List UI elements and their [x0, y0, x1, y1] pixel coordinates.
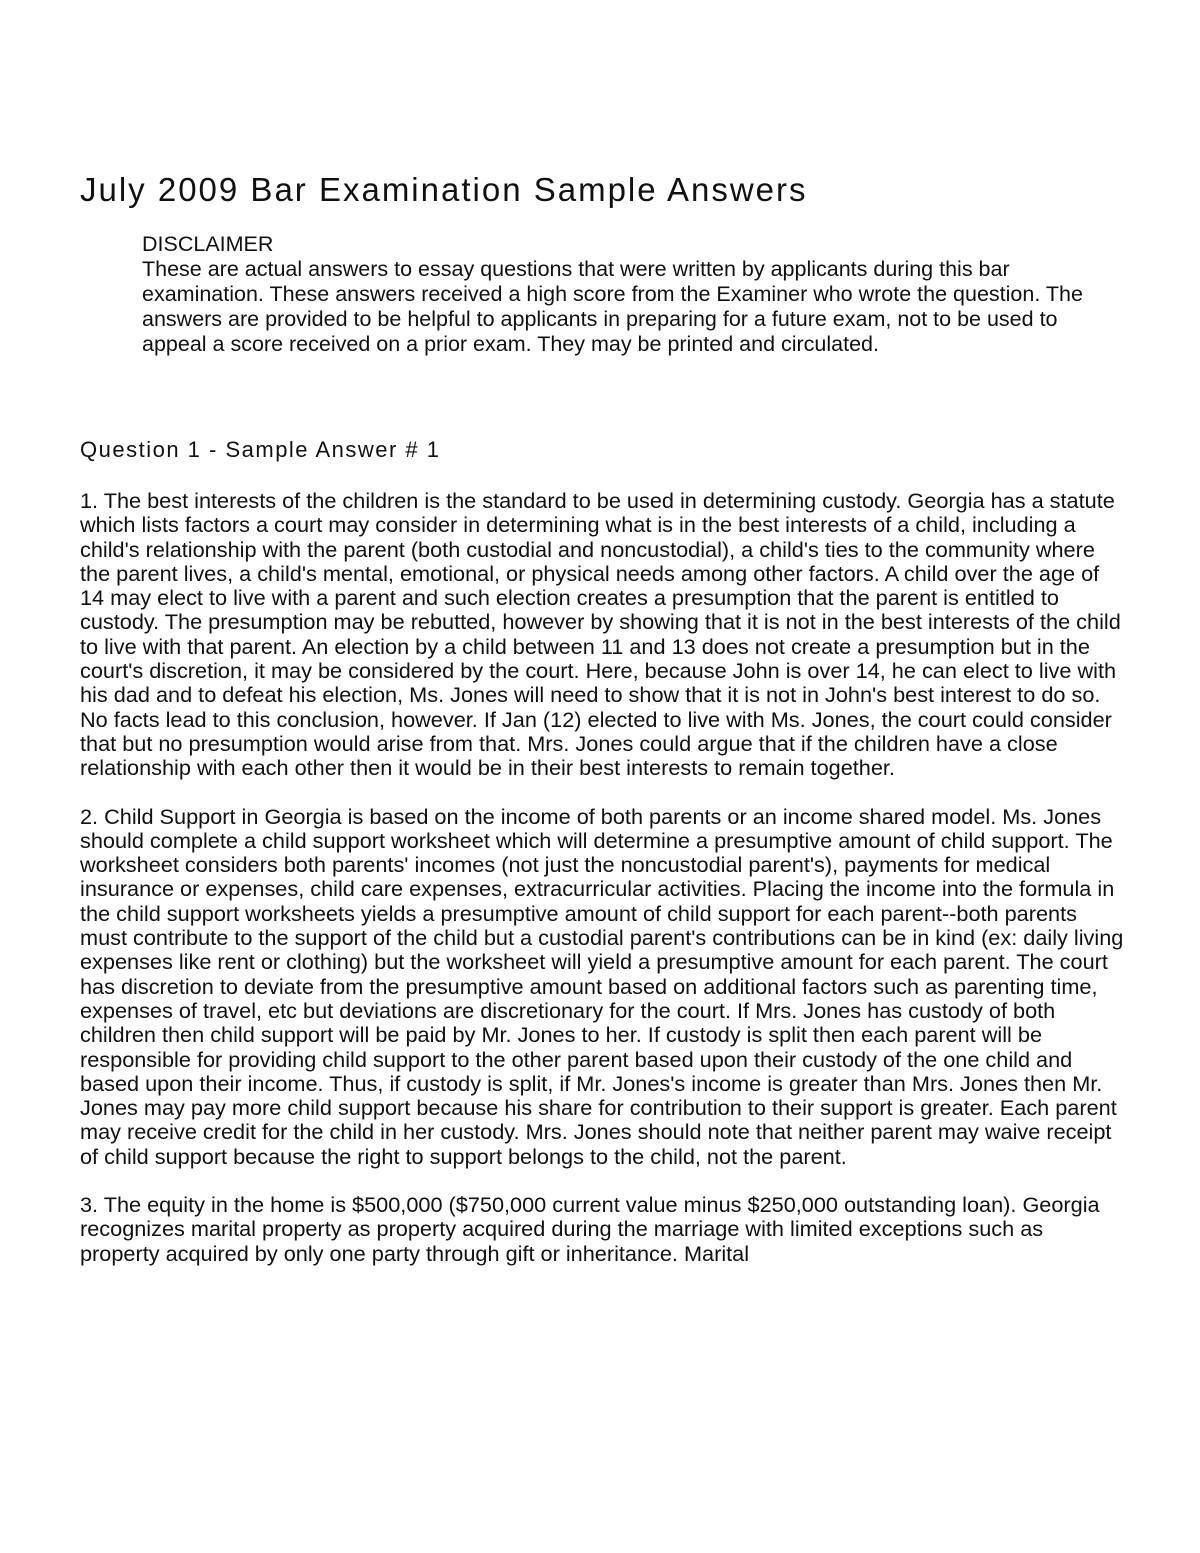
- page-title: July 2009 Bar Examination Sample Answers: [80, 171, 808, 208]
- answer-paragraph-2: 2. Child Support in Georgia is based on the income of both parents or an income shared model. Ms. Jones should complete a child support worksheet which will determine a presumptive amount of child support. The worksheet considers both parents' incomes (not just the noncustodial parent's), payments for medical insurance or expenses, child care expenses, extracurricular activities. Placing the income into the formula in the child support worksheets yields a presumptive amount of child support for each parent--both parents must contribute to the support of the child but a custodial parent's contributions can be in kind (ex: daily living expenses like rent or clothing) but the worksheet will yield a presumptive amount for each parent. The court has discretion to deviate from the presumptive amount based on additional factors such as parenting time, expenses of travel, etc but deviations are discretionary for the court. If Mrs. Jones has custody of both children then child support will be paid by Mr. Jones to her. If custody is split then each parent will be responsible for providing child support to the other parent based upon their custody of the one child and based upon their income. Thus, if custody is split, if Mr. Jones's income is greater than Mrs. Jones then Mr. Jones may pay more child support because his share for contribution to their support is greater. Each parent may receive credit for the child in her custody. Mrs. Jones should note that neither parent may waive receipt of child support because the right to support belongs to the child, not the parent.: [80, 803, 1124, 1169]
- disclaimer-text: These are actual answers to essay questions that were written by applicants during this bar examination. These answers received a high score from the Examiner who wrote the question. The answers are provided to be helpful to applicants in preparing for a future exam, not to be used to appeal a score received on a prior exam. They may be printed and circulated.: [142, 257, 1083, 356]
- section-heading: Question 1 - Sample Answer # 1: [80, 437, 441, 462]
- answer-paragraph-3: 3. The equity in the home is $500,000 ($750,000 current value minus $250,000 outstanding loan). Georgia recognizes marital property as property acquired during the marriage with limited exceptions such as property acquired by only one party through gift or inheritance. Marital: [80, 1192, 1100, 1266]
- disclaimer-block: [142, 232, 1102, 357]
- document-page: [80, 170, 1125, 1266]
- answer-paragraph-1: 1. The best interests of the children is the standard to be used in determining custody. Georgia has a statute which lists factors a court may consider in determining what is in the best interests of a child, including a child's relationship with the parent (both custodial and noncustodial), a child's ties to the community where the parent lives, a child's mental, emotional, or physical needs among other factors. A child over the age of 14 may elect to live with a parent and such election creates a presumption that the parent is entitled to custody. The presumption may be rebutted, however by showing that it is not in the best interests of the child to live with that parent. An election by a child between 11 and 13 does not create a presumption but in the court's discretion, it may be considered by the court. Here, because John is over 14, he can elect to live with his dad and to defeat his election, Ms. Jones will need to show that it is not in John's best interest to do so. No facts lead to this conclusion, however. If Jan (12) elected to live with Ms. Jones, the court could consider that but no presumption would arise from that. Mrs. Jones could argue that if the children have a close relationship with each other then it would be in their best interests to remain together.: [80, 488, 1121, 781]
- disclaimer-label: DISCLAIMER: [142, 232, 274, 256]
